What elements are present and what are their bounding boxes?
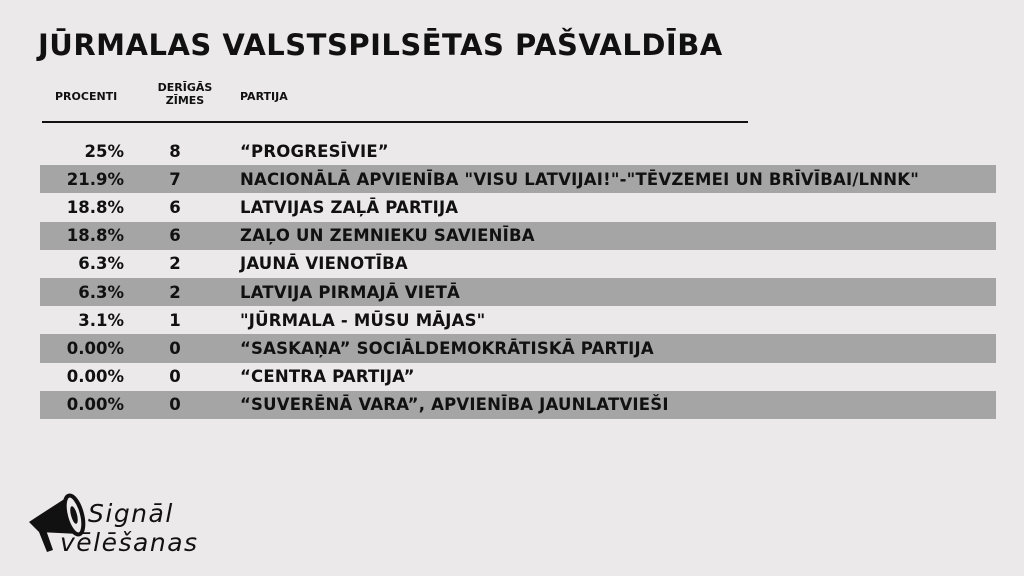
cell-party: “PROGRESĪVIE” <box>240 141 389 161</box>
cell-percent: 6.3% <box>78 254 124 274</box>
column-header-seats-line1: DERĪGĀS <box>157 81 213 94</box>
column-header-seats <box>150 81 220 107</box>
logo-text-line1: Signāl <box>88 499 174 528</box>
cell-percent: 18.8% <box>66 226 124 246</box>
cell-percent: 3.1% <box>78 310 124 330</box>
cell-percent: 18.8% <box>66 197 124 217</box>
cell-seats: 6 <box>169 226 181 246</box>
column-header-seats-line2: ZĪMES <box>165 94 205 107</box>
table-row <box>40 391 996 419</box>
cell-percent: 25% <box>84 141 124 161</box>
cell-seats: 6 <box>169 197 181 217</box>
header-divider <box>42 121 748 123</box>
cell-percent: 0.00% <box>66 367 124 387</box>
table-row <box>40 222 996 250</box>
cell-party: NACIONĀLĀ APVIENĪBA "VISU LATVIJAI!"-"TĒVZEMEI UN BRĪVĪBAI/LNNK" <box>240 169 920 189</box>
cell-party: "JŪRMALA - MŪSU MĀJAS" <box>240 310 486 330</box>
cell-seats: 0 <box>169 338 181 358</box>
table-row <box>40 250 996 278</box>
cell-percent: 0.00% <box>66 338 124 358</box>
cell-seats: 0 <box>169 395 181 415</box>
table-row <box>40 278 996 306</box>
cell-party: LATVIJA PIRMAJĀ VIETĀ <box>240 282 461 302</box>
column-header-percent: PROCENTI <box>55 90 118 103</box>
cell-seats: 1 <box>169 310 181 330</box>
cell-seats: 2 <box>169 282 181 302</box>
cell-party: ZAĻO UN ZEMNIEKU SAVIENĪBA <box>240 226 535 246</box>
table-row <box>40 334 996 362</box>
cell-percent: 0.00% <box>66 395 124 415</box>
page-title: JŪRMALAS VALSTSPILSĒTAS PAŠVALDĪBA <box>38 28 723 62</box>
column-header-party: PARTIJA <box>240 90 288 103</box>
cell-party: JAUNĀ VIENOTĪBA <box>240 254 408 274</box>
table-row <box>40 137 996 165</box>
cell-party: “CENTRA PARTIJA” <box>240 367 415 387</box>
results-table <box>40 137 996 419</box>
cell-seats: 0 <box>169 367 181 387</box>
cell-party: “SUVERĒNĀ VARA”, APVIENĪBA JAUNLATVIEŠI <box>240 395 669 415</box>
cell-seats: 7 <box>169 169 181 189</box>
table-row <box>40 306 996 334</box>
cell-seats: 2 <box>169 254 181 274</box>
cell-percent: 6.3% <box>78 282 124 302</box>
cell-percent: 21.9% <box>66 169 124 189</box>
logo-text-line2: vēlēšanas <box>60 528 199 557</box>
table-row <box>40 363 996 391</box>
cell-seats: 8 <box>169 141 181 161</box>
cell-party: “SASKAŅA” SOCIĀLDEMOKRĀTISKĀ PARTIJA <box>240 338 654 358</box>
cell-party: LATVIJAS ZAĻĀ PARTIJA <box>240 197 459 217</box>
table-row <box>40 165 996 193</box>
table-row <box>40 193 996 221</box>
